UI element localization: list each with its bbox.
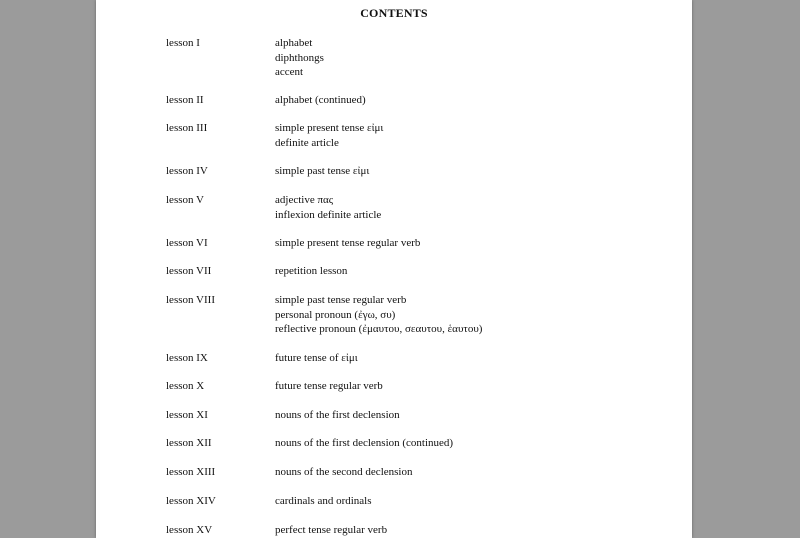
topic-list bbox=[275, 236, 420, 251]
topic-list bbox=[275, 408, 400, 423]
topic-list bbox=[275, 465, 412, 480]
topic-item: alphabet bbox=[275, 37, 313, 49]
topic-item: personal pronoun (ἐγω, συ) bbox=[275, 308, 396, 321]
topic-item: cardinals and ordinals bbox=[275, 495, 372, 507]
lesson-label: lesson VIII bbox=[166, 294, 215, 306]
topic-item: reflective pronoun (ἐμαυτου, σεαυτου, ἑαυτου) bbox=[275, 323, 483, 335]
topic-list bbox=[275, 164, 369, 179]
topic-list bbox=[275, 193, 381, 222]
lesson-label: lesson XV bbox=[166, 524, 213, 536]
lesson-label: lesson III bbox=[166, 122, 208, 134]
document-page bbox=[96, 0, 692, 538]
lesson-label: lesson XI bbox=[166, 409, 208, 421]
topic-list bbox=[275, 351, 358, 366]
topic-item: simple past tense εἰμι bbox=[275, 165, 370, 177]
topic-item: simple present tense regular verb bbox=[275, 237, 421, 249]
topic-item: repetition lesson bbox=[275, 265, 348, 277]
topic-item: nouns of the second declension bbox=[275, 466, 413, 478]
topic-item: simple present tense εἰμι bbox=[275, 122, 384, 134]
lesson-label: lesson XII bbox=[166, 437, 212, 449]
lesson-label: lesson XIII bbox=[166, 466, 216, 478]
lesson-label: lesson IV bbox=[166, 165, 208, 177]
topic-list bbox=[275, 293, 482, 337]
topic-list bbox=[275, 436, 453, 451]
topic-item: adjective πας bbox=[275, 194, 334, 206]
topic-item: accent bbox=[275, 66, 304, 78]
lesson-label: lesson X bbox=[166, 380, 205, 392]
topic-list bbox=[275, 121, 383, 150]
lesson-label: lesson VII bbox=[166, 265, 212, 277]
lesson-label: lesson VI bbox=[166, 237, 208, 249]
topic-list bbox=[275, 264, 347, 279]
topic-item: future tense of εἰμι bbox=[275, 352, 358, 364]
topic-item: future tense regular verb bbox=[275, 380, 383, 392]
topic-item: diphthongs bbox=[275, 51, 324, 64]
page-title: CONTENTS bbox=[360, 6, 428, 20]
lesson-label: lesson IX bbox=[166, 352, 208, 364]
topic-item: nouns of the first declension (continued) bbox=[275, 437, 454, 449]
topic-item: inflexion definite article bbox=[275, 208, 382, 221]
lesson-label: lesson I bbox=[166, 37, 200, 49]
topic-list bbox=[275, 379, 383, 394]
lesson-label: lesson V bbox=[166, 194, 204, 206]
topic-item: alphabet (continued) bbox=[275, 94, 366, 106]
lesson-label: lesson II bbox=[166, 94, 204, 106]
topic-item: nouns of the first declension bbox=[275, 409, 400, 421]
topic-item: simple past tense regular verb bbox=[275, 294, 407, 306]
topic-list bbox=[275, 93, 366, 108]
topic-item: definite article bbox=[275, 136, 339, 149]
lesson-label: lesson XIV bbox=[166, 495, 216, 507]
topic-list bbox=[275, 523, 387, 538]
topic-list bbox=[275, 36, 324, 80]
topic-list bbox=[275, 494, 372, 509]
topic-item: perfect tense regular verb bbox=[275, 524, 388, 536]
